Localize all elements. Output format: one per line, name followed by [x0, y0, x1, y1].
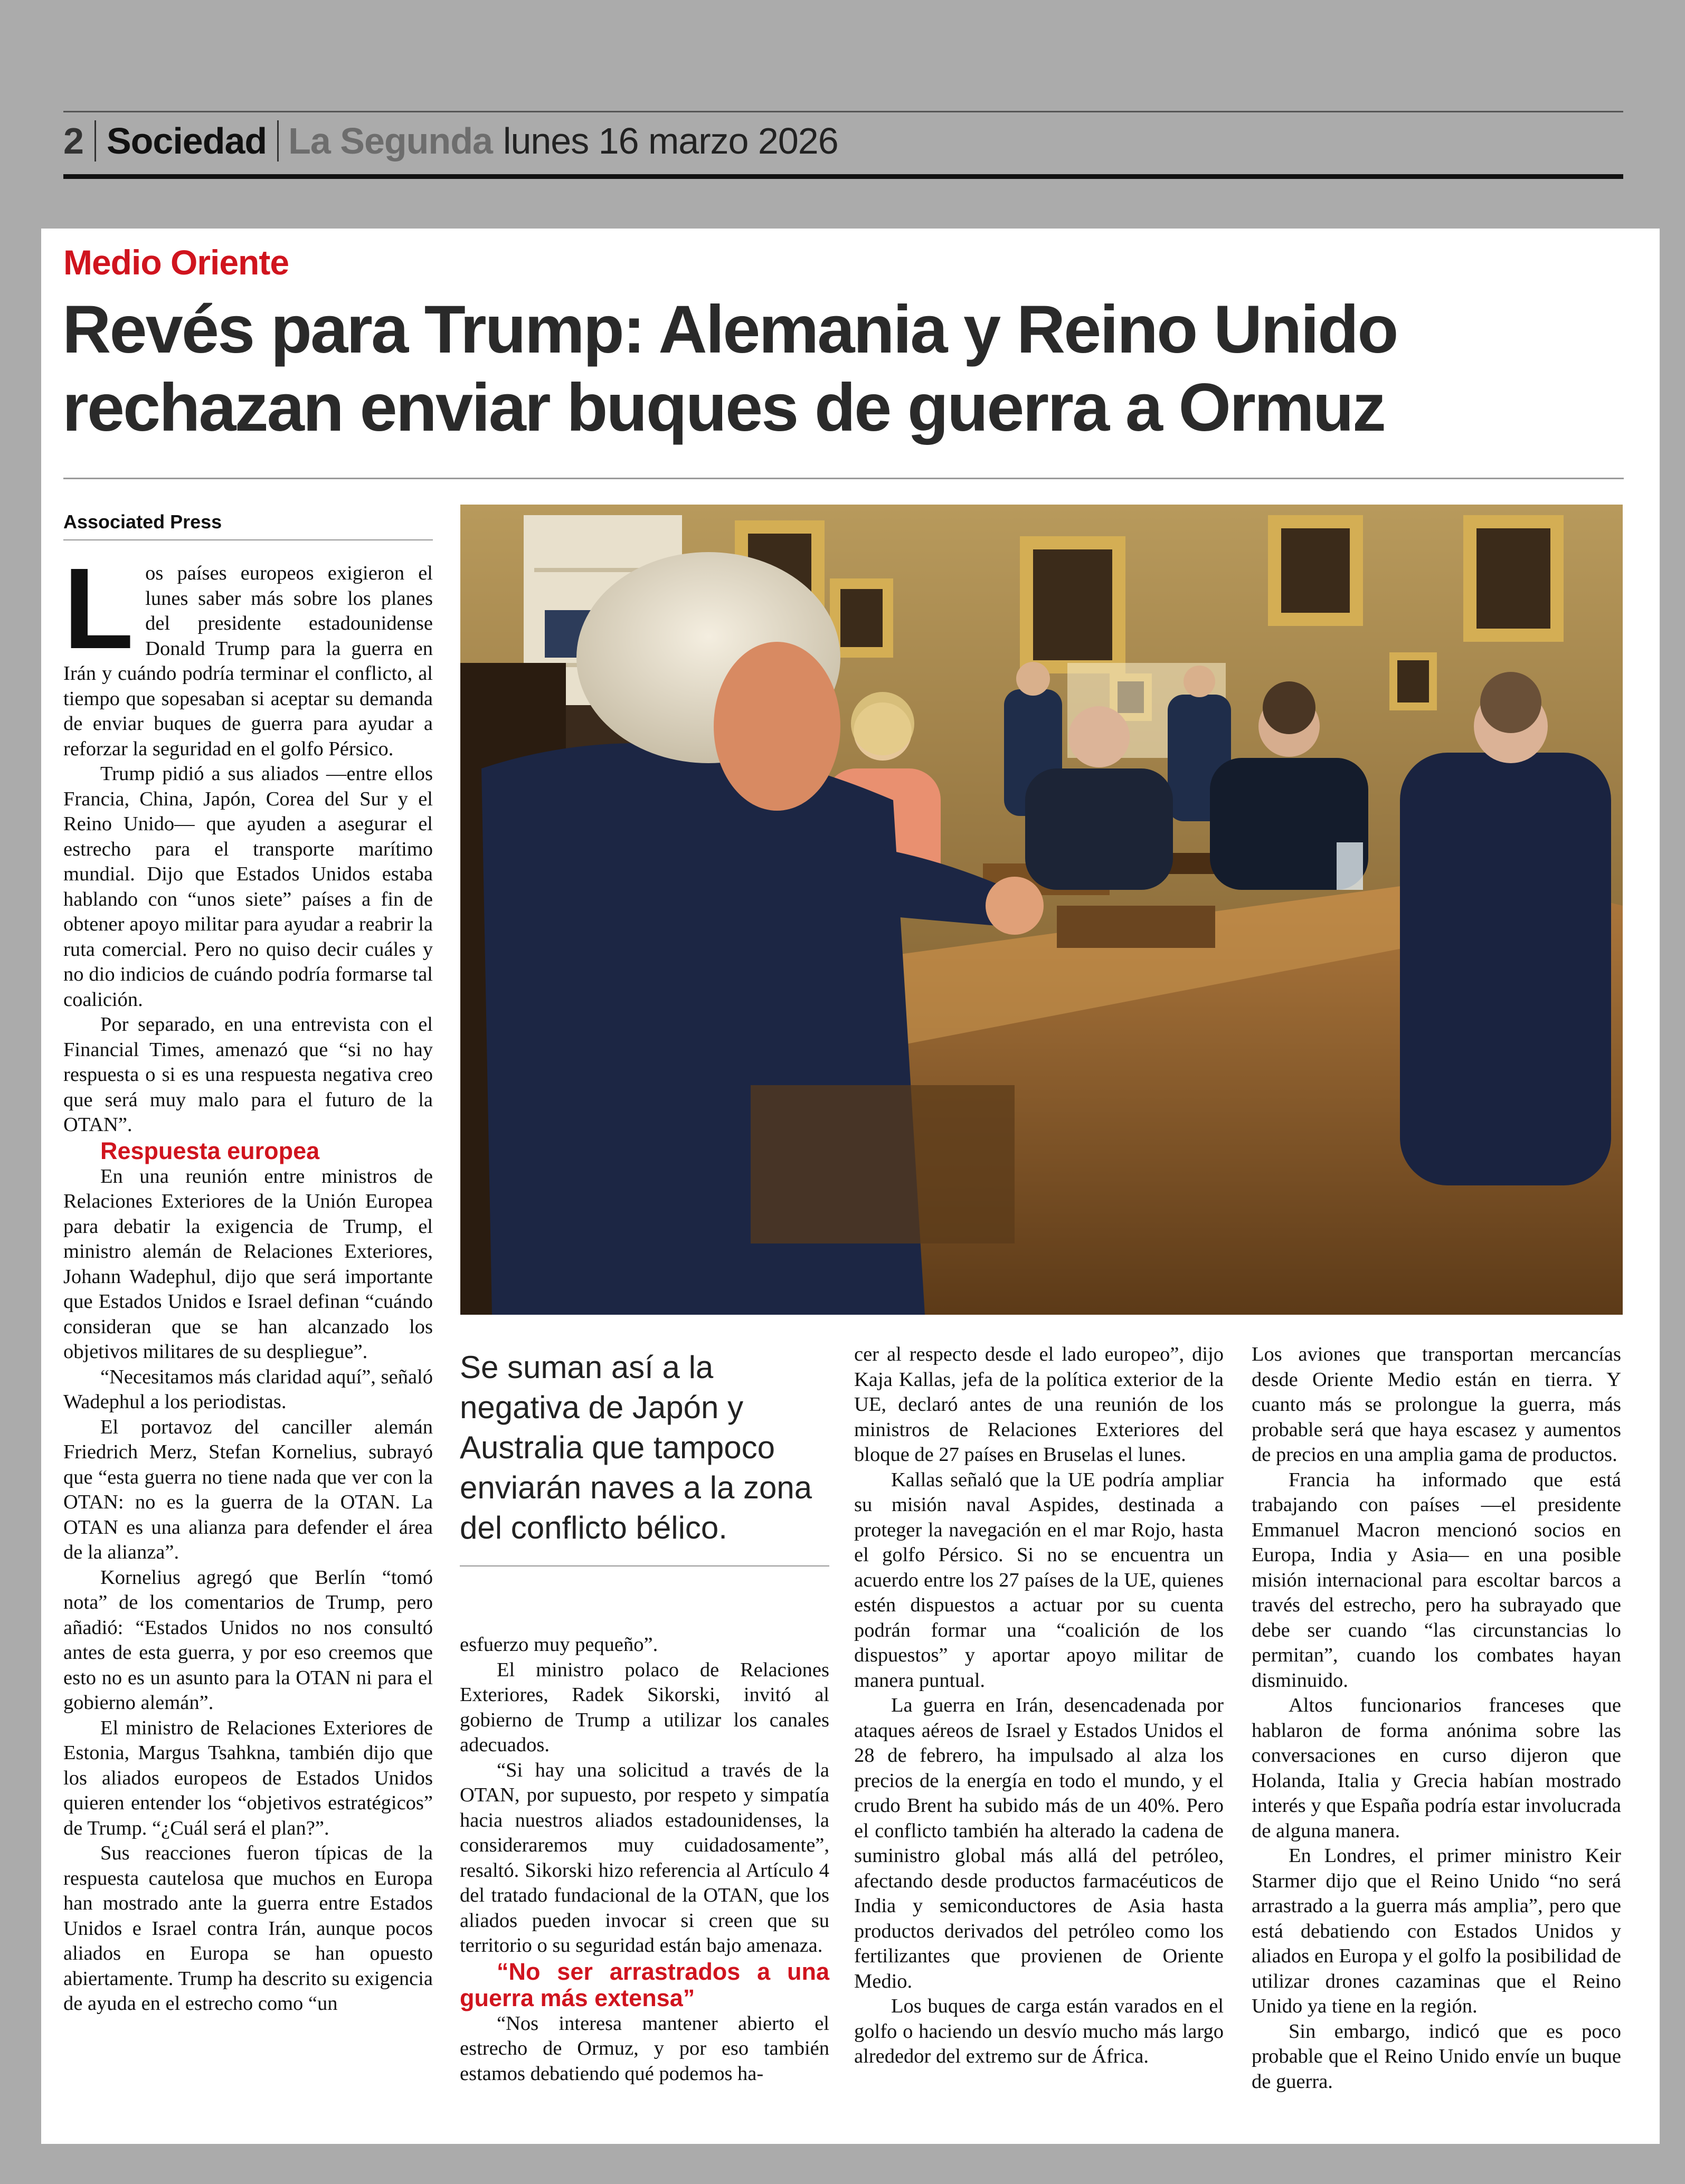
- paragraph: Kallas señaló que la UE podría ampliar su misión naval Aspides, destinada a proteger la navegación en el mar Rojo, hasta el golfo Pérsico. Si no se encuentra un acuerdo entre los 27 países de la UE, quienes estén dispuestos a actuar por su cuenta podrán formar una “coalición de los dispuestos” y aportar apoyo militar de manera puntual.: [854, 1468, 1224, 1692]
- paragraph: El ministro de Relaciones Exteriores de Estonia, Margus Tsahkna, también dijo que los aliados europeos de Estados Unidos quieren entender los “objetivos estratégicos” de Trump. “¿Cuál será el plan?”.: [63, 1716, 433, 1839]
- paragraph: Los buques de carga están varados en el golfo o haciendo un desvío mucho más largo alrededor del extremo sur de África.: [854, 1995, 1224, 2067]
- paragraph: Los aviones que transportan mercancías desde Oriente Medio están en tierra. Y cuanto más se prolongue la guerra, más probable será que haya escasez y aumentos de precios en una amplia gama de productos.: [1252, 1343, 1621, 1466]
- paragraph: Sin embargo, indicó que es poco probable que el Reino Unido envíe un buque de guerra.: [1252, 2020, 1621, 2093]
- paragraph: El portavoz del canciller alemán Friedrich Merz, Stefan Kornelius, subrayó que “esta guerra no tiene nada que ver con la OTAN: no es la guerra de la OTAN. La OTAN es una alianza para defender el área de la alianza”.: [63, 1416, 433, 1563]
- section-subhead: “No ser arrastrados a una guerra más extensa”: [460, 1958, 829, 2011]
- paragraph: La guerra en Irán, desencadenada por ataques aéreos de Israel y Estados Unidos el 28 de febrero, ha impulsado al alza los precios de la energía en todo el mundo, y el crudo Brent ha subido más de un 40%. Pero el conflicto también ha alterado la cadena de suministro global más allá del petróleo, afectando desde productos farmacéuticos de India y semiconductores de Asia hasta productos derivados del petróleo como los fertilizantes que provienen de Oriente Medio.: [854, 1694, 1224, 1992]
- paragraph: En Londres, el primer ministro Keir Starmer dijo que el Reino Unido “no será arrastrado a la guerra más amplia”, pero que está debatiendo con Estados Unidos y aliados en Europa y el golfo la posibilidad de utilizar drones cazaminas que el Reino Unido ya tiene en la región.: [1252, 1845, 1621, 2017]
- publication-name: La Segunda: [288, 120, 493, 162]
- masthead-bottom-rule: [63, 174, 1623, 179]
- byline: Associated Press: [63, 511, 433, 540]
- masthead: [63, 117, 838, 165]
- pull-quote: Se suman así a la negativa de Japón y Australia que tampoco enviarán naves a la zona del conflicto bélico.: [460, 1350, 812, 1545]
- masthead-top-rule: [63, 111, 1623, 112]
- article-kicker: Medio Oriente: [63, 243, 289, 282]
- paragraph: Por separado, en una entrevista con el Financial Times, amenazó que “si no hay respuesta o si es una respuesta negativa creo que será muy malo para el futuro de la OTAN”.: [63, 1013, 433, 1136]
- paragraph: En una reunión entre ministros de Relaciones Exteriores de la Unión Europea para debatir la exigencia de Trump, el ministro alemán de Relaciones Exteriores, Johann Wadephul, dijo que será importante que Estados Unidos e Israel definan “cuándo consideran que se han alcanzado los objetivos militares de su despliegue”.: [63, 1165, 433, 1363]
- paragraph: “Nos interesa mantener abierto el estrecho de Ormuz, y por eso también estamos debatiendo qué podemos ha-: [460, 2012, 829, 2085]
- paragraph: Trump pidió a sus aliados —entre ellos Francia, China, Japón, Corea del Sur y el Reino Unido— que ayuden a asegurar el estrecho para el transporte marítimo mundial. Dijo que Estados Unidos estaba hablando con “unos siete” países a fin de obtener apoyo militar para ayudar a reabrir la ruta comercial. Pero no quiso decir cuáles y no dio indicios de cuándo podría formarse tal coalición.: [63, 763, 433, 1011]
- first-paragraph-text: os países europeos exigieron el lunes saber más sobre los planes del presidente estadounidense Donald Trump para la guerra en Irán y cuándo podría terminar el conflicto, al tiempo que sopesaban si aceptar su demanda de enviar buques de guerra para ayudar a reforzar la seguridad en el golfo Pérsico.: [63, 562, 433, 760]
- paragraph: Altos funcionarios franceses que hablaron de forma anónima sobre las conversaciones en curso dijeron que Holanda, Italia y Grecia habían mostrado interés y que España podría estar involucrada de alguna manera.: [1252, 1694, 1621, 1842]
- paragraph: esfuerzo muy pequeño”.: [460, 1634, 658, 1656]
- paragraph: Sus reacciones fueron típicas de la respuesta cautelosa que muchos en Europa han mostrado ante la guerra entre Estados Unidos e Israel contra Irán, aunque pocos aliados en Europa se han opuesto abiertamente. Trump ha descrito su exigencia de ayuda en el estrecho como “un: [63, 1842, 433, 2015]
- article-column-2: [460, 1632, 829, 2086]
- masthead-strip: [0, 0, 1685, 227]
- paragraph: “Si hay una solicitud a través de la OTAN, por supuesto, por respeto y simpatía hacia nuestros aliados estadounidenses, la consideraremos muy cuidadosamente”, resaltó. Sikorski hizo referencia al Artículo 4 del tratado fundacional de la OTAN, que los aliados pueden invocar si creen que su territorio o su seguridad están bajo amenaza.: [460, 1759, 829, 1957]
- article-column-1: [63, 545, 433, 2017]
- paragraph: Kornelius agregó que Berlín “tomó nota” de los comentarios de Trump, pero añadió: “Estados Unidos no nos consultó antes de esta guerra, y por eso creemos que esto no es un asunto para la OTAN ni para el gobierno alemán”.: [63, 1566, 433, 1714]
- first-paragraph: [63, 545, 433, 762]
- drop-cap: L: [63, 545, 134, 673]
- article-photo: [460, 505, 1623, 1315]
- newspaper-page: [41, 229, 1660, 2144]
- article-column-4: [1252, 1342, 1621, 2094]
- issue-date: lunes 16 marzo 2026: [503, 120, 838, 162]
- headline-rule: [63, 478, 1624, 479]
- page-number: 2: [63, 120, 96, 162]
- article-headline: Revés para Trump: Alemania y Reino Unido rechazan enviar buques de guerra a Ormuz: [62, 292, 1397, 445]
- section-name: Sociedad: [96, 120, 279, 162]
- section-subhead: Respuesta europea: [100, 1137, 320, 1164]
- paragraph: cer al respecto desde el lado europeo”, dijo Kaja Kallas, jefa de la política exterior de la UE, declaró antes de una reunión de los ministros de Relaciones Exteriores del bloque de 27 países en Bruselas el lunes.: [854, 1343, 1224, 1466]
- article-column-3: [854, 1342, 1224, 2069]
- paragraph: Francia ha informado que está trabajando con países —el presidente Emmanuel Macron mencionó socios en Europa, India y Asia— en una posible misión internacional para escoltar barcos a través del estrecho, pero ha subrayado que debe ser cuando “las circunstancias lo permitan”, cuando los combates hayan disminuido.: [1252, 1468, 1621, 1692]
- paragraph: El ministro polaco de Relaciones Exteriores, Radek Sikorski, invitó al gobierno de Trump a utilizar los canales adecuados.: [460, 1658, 829, 1756]
- paragraph: “Necesitamos más claridad aquí”, señaló Wadephul a los periodistas.: [63, 1365, 433, 1413]
- photo-meeting-illustration: [460, 505, 1623, 1315]
- pull-quote-rule: [460, 1565, 829, 1566]
